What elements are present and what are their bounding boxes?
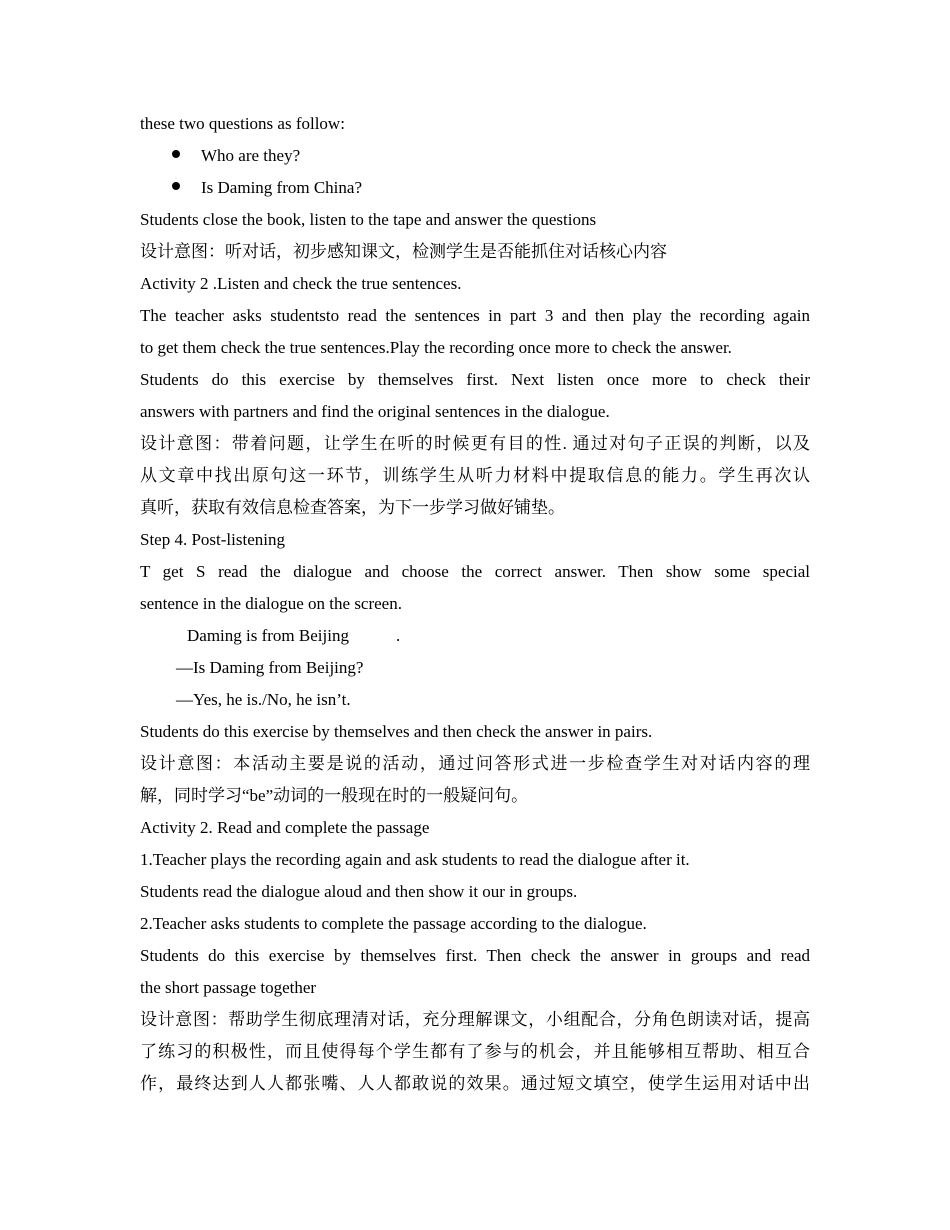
text-line: 2.Teacher asks students to complete the passage according to the dialogue. <box>140 914 647 933</box>
design-intent-line: 作，最终达到人人都张嘴、人人都敢说的效果。通过短文填空，使学生运用对话中出 <box>140 1074 810 1093</box>
design-intent-line: 解，同时学习“be”动词的一般现在时的一般疑问句。 <box>140 786 529 805</box>
text-line: answers with partners and find the original sentences in the dialogue. <box>140 402 610 421</box>
design-intent-line: 了练习的积极性，而且使得每个学生都有了参与的机会，并且能够相互帮助、相互合 <box>140 1042 810 1061</box>
step-heading: Step 4. Post-listening <box>140 530 285 549</box>
example-answer: —Yes, he is./No, he isn’t. <box>176 690 351 709</box>
activity-heading: Activity 2. Read and complete the passage <box>140 818 430 837</box>
activity-heading: Activity 2 .Listen and check the true sentences. <box>140 274 462 293</box>
text-line: Students close the book, listen to the tape and answer the questions <box>140 210 597 229</box>
example-question: —Is Daming from Beijing? <box>176 658 364 677</box>
design-intent-line: 设计意图：带着问题，让学生在听的时候更有目的性. 通过对句子正误的判断，以及 <box>140 434 810 453</box>
text-line: to get them check the true sentences.Play the recording once more to check the answer. <box>140 338 732 357</box>
text-line: Students read the dialogue aloud and then show it our in groups. <box>140 882 578 901</box>
example-sentence-period: . <box>396 626 401 645</box>
list-item: Is Daming from China? <box>201 178 362 197</box>
text-line: Students do this exercise by themselves first. Next listen once more to check their <box>140 370 810 389</box>
text-line: sentence in the dialogue on the screen. <box>140 594 402 613</box>
text-line: Students do this exercise by themselves and then check the answer in pairs. <box>140 722 653 741</box>
design-intent-line: 设计意图：帮助学生彻底理清对话，充分理解课文，小组配合，分角色朗读对话，提高 <box>140 1010 810 1029</box>
text-line: 1.Teacher plays the recording again and ask students to read the dialogue after it. <box>140 850 690 869</box>
design-intent-line: 设计意图：本活动主要是说的活动，通过问答形式进一步检查学生对对话内容的理 <box>140 754 810 773</box>
design-intent-line: 设计意图：听对话，初步感知课文，检测学生是否能抓住对话核心内容 <box>140 242 667 261</box>
design-intent-line: 真听，获取有效信息检查答案，为下一步学习做好铺垫。 <box>140 498 565 517</box>
bullet-icon <box>172 182 180 190</box>
text-line: these two questions as follow: <box>140 114 345 133</box>
list-item: Who are they? <box>201 146 301 165</box>
text-line: T get S read the dialogue and choose the correct answer. Then show some special <box>140 562 810 581</box>
bullet-icon <box>172 150 180 158</box>
example-sentence: Daming is from Beijing <box>187 626 349 645</box>
design-intent-line: 从文章中找出原句这一环节，训练学生从听力材料中提取信息的能力。学生再次认 <box>140 466 810 485</box>
text-line: Students do this exercise by themselves first. Then check the answer in groups and read <box>140 946 810 965</box>
text-line: The teacher asks studentsto read the sentences in part 3 and then play the recording again <box>140 306 810 325</box>
text-line: the short passage together <box>140 978 317 997</box>
